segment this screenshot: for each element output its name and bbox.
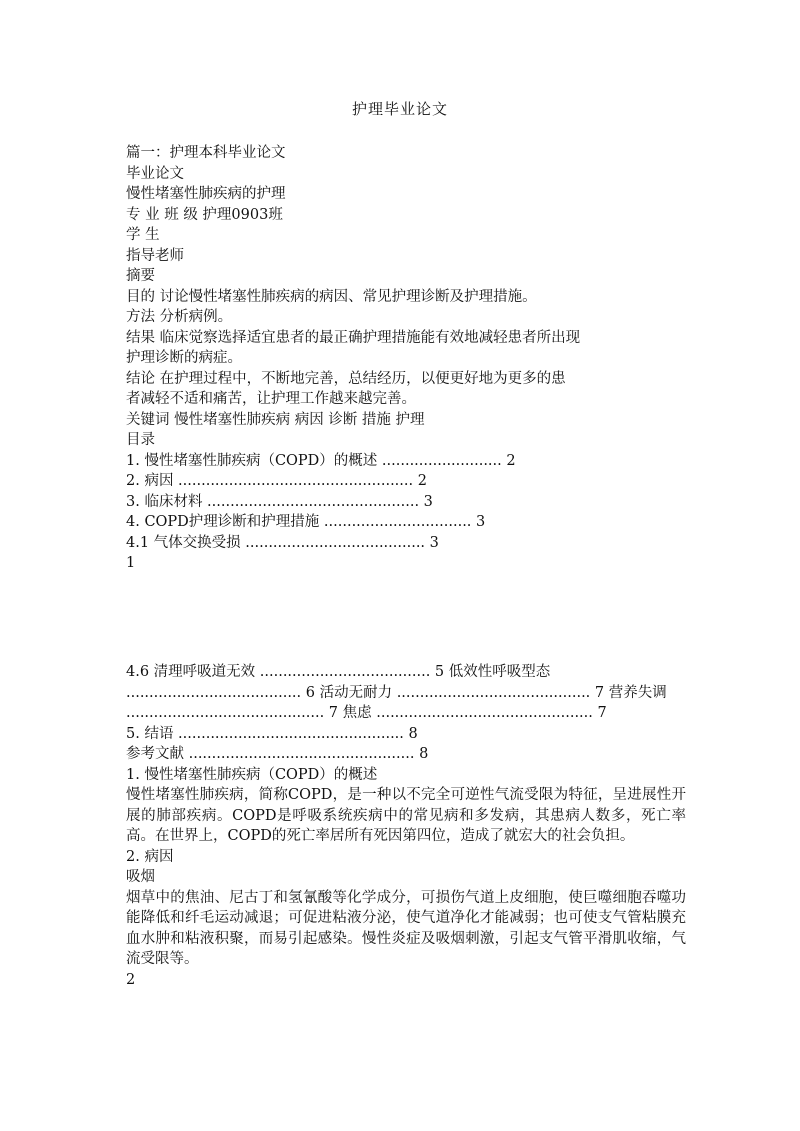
abstract-method: 方法 分析病例。 (126, 309, 233, 325)
paper-title: 慢性堵塞性肺疾病的护理 (126, 186, 286, 202)
page-one-content (126, 143, 686, 574)
body-paragraph: 烟草中的焦油、尼古丁和氢氰酸等化学成分，可损伤气道上皮细胞，使巨噬细胞吞噬功能降低和纤毛运动减退；可促进粘液分泌，使气道净化才能减弱；也可使支气管粘膜充血水肿和粘液积聚，而易引起感染。慢性炎症及吸烟刺激，引起支气管平滑肌收缩，气流受限等。 (126, 889, 686, 967)
page-two-content (126, 662, 686, 990)
toc-entry: ........................................... 7 焦虑 ............................................... 7 (126, 705, 607, 721)
abstract-conclusion-line-1: 结论 在护理过程中，不断地完善，总结经历，以便更好地为更多的患 (126, 370, 566, 387)
student-line: 学 生 (126, 227, 160, 243)
abstract-conclusion-line-2: 者减轻不适和痛苦，让护理工作越来越完善。 (126, 391, 416, 407)
keywords-line: 关键词 慢性堵塞性肺疾病 病因 诊断 措施 护理 (126, 411, 425, 428)
article-heading: 篇一：护理本科毕业论文 (126, 145, 286, 161)
subsection-heading: 吸烟 (126, 869, 155, 885)
toc-entry: 5. 结语 ................................................. 8 (126, 725, 418, 742)
abstract-heading: 摘要 (126, 268, 155, 284)
toc-entry: ...................................... 6 活动无耐力 .......................................... 7 营养失调 (126, 684, 667, 701)
toc-entry: 3. 临床材料 .............................................. 3 (126, 493, 433, 510)
paper-type: 毕业论文 (126, 165, 184, 182)
page-number: 1 (126, 555, 136, 571)
toc-entry: 4.1 气体交换受损 ....................................... 3 (126, 534, 439, 551)
abstract-objective: 目的 讨论慢性堵塞性肺疾病的病因、常见护理诊断及护理措施。 (126, 288, 537, 305)
toc-heading: 目录 (126, 432, 155, 448)
toc-entry: 4.6 清理呼吸道无效 ..................................... 5 低效性呼吸型态 (126, 664, 551, 680)
toc-entry: 参考文献 ................................................. 8 (126, 746, 429, 762)
advisor-line: 指导老师 (126, 247, 184, 264)
section-heading: 2. 病因 (126, 848, 174, 865)
toc-entry: 1. 慢性堵塞性肺疾病（COPD）的概述 .......................... 2 (126, 452, 516, 469)
section-heading: 1. 慢性堵塞性肺疾病（COPD）的概述 (126, 766, 378, 783)
document-title: 护理毕业论文 (351, 100, 448, 118)
page-number: 2 (126, 971, 136, 988)
body-paragraph: 慢性堵塞性肺疾病，简称COPD，是一种以不完全可逆性气流受限为特征，呈进展性开展的肺部疾病。COPD是呼吸系统疾病中的常见病和多发病，其患病人数多，死亡率高。在世界上，COPD的死亡率居所有死因第四位，造成了就宏大的社会负担。 (126, 787, 686, 844)
abstract-result-line-1: 结果 临床觉察选择适宜患者的最正确护理措施能有效地减轻患者所出现 (126, 329, 581, 346)
major-class-line: 专 业 班 级 护理0903班 (126, 206, 283, 223)
abstract-result-line-2: 护理诊断的病症。 (126, 350, 242, 366)
toc-entry: 4. COPD护理诊断和护理措施 ................................ 3 (126, 514, 486, 530)
toc-entry: 2. 病因 ................................................... 2 (126, 473, 427, 489)
